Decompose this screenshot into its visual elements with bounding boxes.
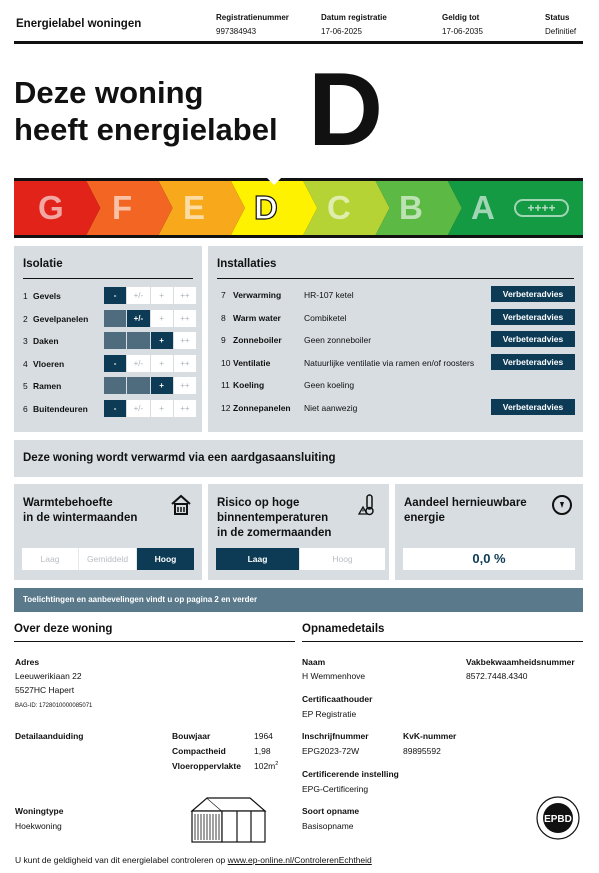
headline: Deze woning heeft energielabel	[14, 75, 278, 147]
installatie-item-value: Geen koeling	[304, 380, 355, 390]
epbd-logo	[535, 795, 581, 841]
score-cell: ++	[174, 310, 196, 327]
risico-option-hoog: Hoog	[332, 554, 353, 564]
score-cell: +/-	[127, 400, 149, 417]
installaties-panel	[208, 246, 583, 432]
detailaanduiding-label: Detailaanduiding	[15, 731, 84, 741]
score-cell: ++	[174, 355, 196, 372]
header-status: Status Definitief	[545, 13, 577, 36]
score-cell: -	[104, 287, 126, 304]
woningtype-label: Woningtype	[15, 806, 64, 816]
vakbekwaamheid-value: 8572.7448.4340	[466, 671, 528, 681]
thermometer-warning-icon	[357, 494, 379, 516]
isolatie-item-name: Gevelpanelen	[33, 313, 89, 324]
score-cell: ++	[174, 377, 196, 394]
energy-scale	[14, 178, 583, 238]
score-cell	[127, 332, 149, 349]
isolatie-score	[104, 355, 196, 372]
risico-title: Risico op hoge binnentemperaturen in de zomermaanden	[217, 497, 332, 539]
house-type-icon	[190, 796, 268, 844]
row-number: 11	[221, 380, 230, 390]
isolatie-item-name: Buitendeuren	[33, 403, 88, 414]
installatie-row	[221, 354, 575, 370]
isolatie-score	[104, 287, 196, 304]
verbeteradvies-button[interactable]: Verbeteradvies	[491, 354, 575, 370]
bag-id: BAG-ID: 1728010000085071	[15, 703, 93, 709]
adres-line2: 5527HC Hapert	[15, 685, 75, 695]
divider	[217, 278, 574, 279]
isolatie-score	[104, 377, 196, 394]
warmtebehoefte-selector	[22, 548, 194, 570]
score-cell: ++	[174, 400, 196, 417]
inschrijfnummer-label: Inschrijfnummer	[302, 731, 369, 741]
renewable-cycle-icon	[551, 494, 573, 516]
installatie-item-value: Combiketel	[304, 312, 347, 323]
verbeteradvies-button[interactable]: Verbeteradvies	[491, 399, 575, 415]
inschrijfnummer-value: EPG2023-72W	[302, 746, 360, 756]
installatie-item-name: Zonneboiler	[233, 335, 282, 345]
hernieuwbaar-value: 0,0 %	[403, 548, 575, 570]
isolatie-panel	[14, 246, 202, 432]
bouwjaar-value: 1964	[254, 731, 273, 741]
score-cell	[127, 377, 149, 394]
gas-notice-text: Deze woning wordt verwarmd via een aardgasaansluiting	[23, 452, 336, 464]
isolatie-score	[104, 332, 196, 349]
installatie-item-value: Geen zonneboiler	[304, 335, 372, 345]
row-number: 9	[221, 335, 226, 345]
compactheid-value: 1,98	[254, 746, 271, 756]
score-cell	[104, 332, 126, 349]
scale-plus-badge: ++++	[514, 199, 569, 217]
isolatie-item-name: Vloeren	[33, 358, 65, 369]
document-title: Energielabel woningen	[16, 18, 142, 30]
installatie-item-name: Zonnepanelen	[233, 402, 291, 413]
score-cell: +/-	[127, 287, 149, 304]
warmte-option-gemiddeld: Gemiddeld	[79, 548, 137, 570]
score-cell: -	[104, 400, 126, 417]
soort-opname-value: Basisopname	[302, 821, 354, 831]
row-number: 4	[23, 358, 28, 369]
soort-opname-label: Soort opname	[302, 806, 360, 816]
over-woning-title: Over deze woning	[14, 623, 295, 642]
header-geldig-tot: Geldig tot 17-06-2035	[442, 13, 483, 36]
score-cell: ++	[174, 287, 196, 304]
row-number: 10	[221, 357, 231, 368]
score-cell	[104, 310, 126, 327]
score-cell: +/-	[127, 355, 149, 372]
house-heating-icon	[170, 494, 192, 516]
installatie-item-name: Verwarming	[233, 290, 282, 300]
naam-value: H Wemmenhove	[302, 671, 366, 681]
opnamedetails-title: Opnamedetails	[302, 623, 583, 642]
certificaathouder-label: Certificaathouder	[302, 694, 373, 704]
warmte-option-laag: Laag	[22, 548, 79, 570]
score-cell: -	[104, 355, 126, 372]
scale-label-f: F	[112, 189, 133, 226]
warmtebehoefte-title: Warmtebehoefte in de wintermaanden	[23, 497, 138, 524]
isolatie-score	[104, 310, 196, 327]
score-cell: +	[151, 332, 173, 349]
installatie-row	[221, 331, 575, 347]
document-header	[14, 10, 583, 44]
kvk-value: 89895592	[403, 746, 441, 756]
isolatie-item-name: Daken	[33, 336, 59, 346]
installatie-row	[221, 399, 575, 415]
installatie-item-value: Niet aanwezig	[304, 402, 358, 413]
installatie-row	[221, 376, 575, 392]
risico-option-laag-selected: Laag	[216, 548, 300, 570]
energy-scale-graphic	[14, 178, 583, 238]
info-bar: Toelichtingen en aanbevelingen vindt u op pagina 2 en verder	[14, 588, 583, 612]
row-number: 8	[221, 312, 226, 323]
vloeroppervlakte-label: Vloeroppervlakte	[172, 761, 241, 771]
verification-link[interactable]: www.ep-online.nl/ControlerenEchtheid	[227, 855, 372, 865]
installatie-row	[221, 309, 575, 325]
hernieuwbaar-title: Aandeel hernieuwbare energie	[404, 497, 527, 524]
vloeroppervlakte-value: $102m^2$	[254, 761, 279, 771]
risico-selector	[216, 548, 385, 570]
installatie-item-name: Warm water	[233, 312, 281, 323]
installatie-item-name: Ventilatie	[233, 357, 271, 368]
footer: U kunt de geldigheid van dit energielabel controleren op www.ep-online.nl/ControlerenEchtheid	[15, 855, 372, 865]
score-cell: +	[151, 287, 173, 304]
row-number: 2	[23, 313, 28, 324]
installatie-item-name: Koeling	[233, 380, 265, 390]
header-datum-registratie: Datum registratie 17-06-2025	[321, 13, 387, 36]
certificerende-instelling-value: EPG-Certificering	[302, 784, 369, 794]
installatie-item-value: HR-107 ketel	[304, 290, 354, 300]
row-number: 5	[23, 381, 28, 391]
score-cell: +	[151, 377, 173, 394]
naam-label: Naam	[302, 657, 326, 667]
scale-label-a: A	[471, 189, 495, 226]
row-number: 7	[221, 290, 226, 300]
isolatie-item-name: Ramen	[33, 381, 62, 391]
scale-label-g: G	[38, 189, 64, 226]
installatie-item-value: Natuurlijke ventilatie via ramen en/of roosters	[304, 357, 475, 368]
isolatie-score	[104, 400, 196, 417]
scale-label-c: C	[327, 189, 351, 226]
row-number: 6	[23, 403, 28, 414]
verbeteradvies-button[interactable]: Verbeteradvies	[491, 331, 575, 347]
certificaathouder-value: EP Registratie	[302, 709, 357, 719]
score-cell: +	[151, 400, 173, 417]
verbeteradvies-button[interactable]: Verbeteradvies	[491, 309, 575, 325]
score-cell	[104, 377, 126, 394]
isolatie-item-name: Gevels	[33, 291, 61, 301]
bouwjaar-label: Bouwjaar	[172, 731, 211, 741]
score-cell: +	[151, 310, 173, 327]
header-registratienummer: Registratienummer 997384943	[216, 13, 289, 36]
installatie-row	[221, 286, 575, 302]
scale-label-b: B	[399, 189, 423, 226]
epbd-logo-text: EPBD	[544, 814, 572, 825]
adres-line1: Leeuwerikiaan 22	[15, 671, 82, 681]
isolatie-title: Isolatie	[23, 258, 63, 270]
woningtype-value: Hoekwoning	[15, 821, 62, 831]
divider	[23, 278, 193, 279]
gas-notice-panel	[14, 440, 583, 477]
compactheid-label: Compactheid	[172, 746, 226, 756]
score-cell: ++	[174, 332, 196, 349]
warmte-option-hoog-selected: Hoog	[137, 548, 194, 570]
installaties-title: Installaties	[217, 258, 277, 270]
verbeteradvies-button[interactable]: Verbeteradvies	[491, 286, 575, 302]
vakbekwaamheid-label: Vakbekwaamheidsnummer	[466, 657, 575, 667]
row-number: 3	[23, 336, 28, 346]
energy-label-letter: D	[308, 52, 384, 168]
adres-label: Adres	[15, 657, 40, 667]
score-cell: +	[151, 355, 173, 372]
certificerende-instelling-label: Certificerende instelling	[302, 769, 399, 779]
row-number: 1	[23, 291, 28, 301]
scale-label-e: E	[183, 189, 206, 226]
kvk-label: KvK-nummer	[403, 731, 457, 741]
score-cell: +/-	[127, 310, 149, 327]
scale-label-d-current: D	[254, 189, 278, 226]
row-number: 12	[221, 402, 231, 413]
